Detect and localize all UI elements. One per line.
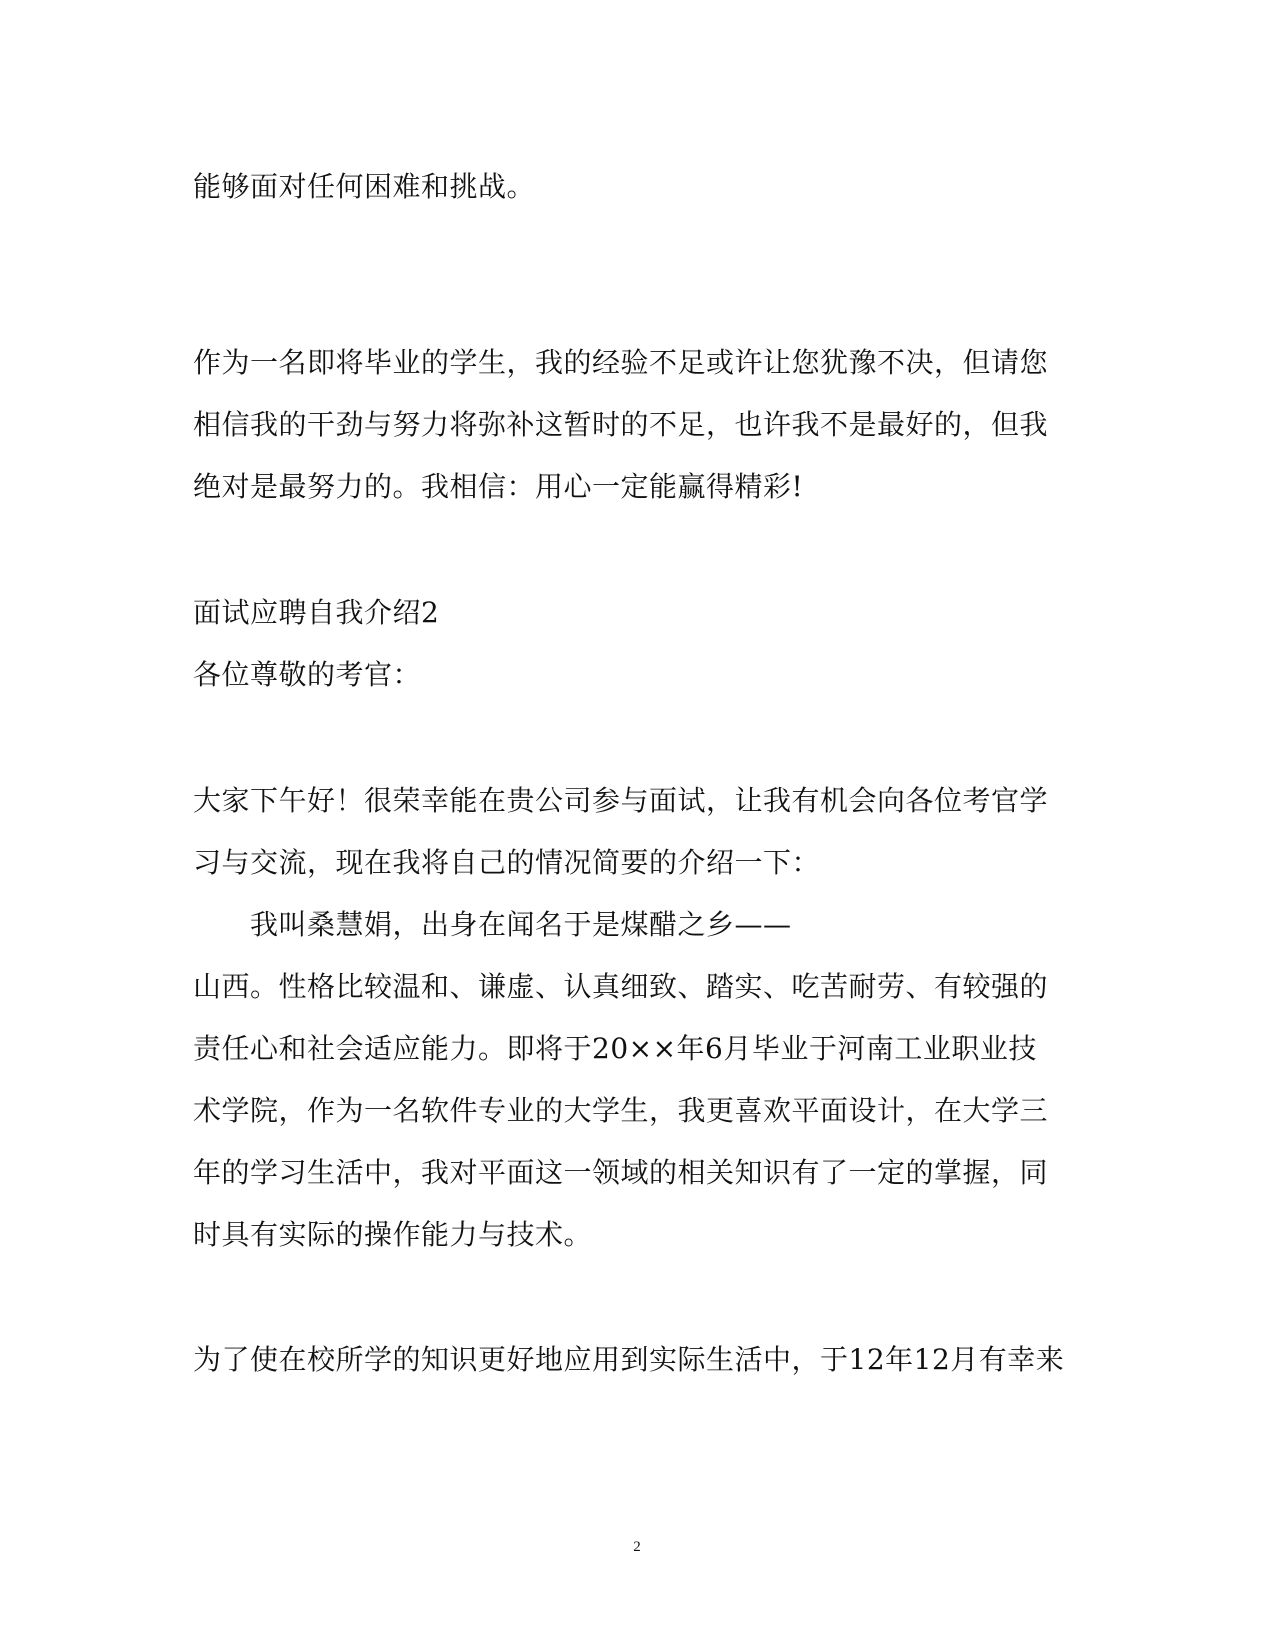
text-line: 能够面对任何困难和挑战。 xyxy=(193,170,536,203)
text-line: 我叫桑慧娟，出身在闻名于是煤醋之乡—— xyxy=(250,908,792,941)
text-line: 习与交流，现在我将自己的情况简要的介绍一下： xyxy=(193,846,821,879)
text-line: 绝对是最努力的。我相信：用心一定能赢得精彩! xyxy=(193,470,804,503)
text-line: 年的学习生活中，我对平面这一领域的相关知识有了一定的掌握，同 xyxy=(193,1156,1049,1189)
text-line: 山西。性格比较温和、谦虚、认真细致、踏实、吃苦耐劳、有较强的 xyxy=(193,970,1049,1003)
page-number: 2 xyxy=(633,1539,641,1555)
text-line: 时具有实际的操作能力与技术。 xyxy=(193,1218,593,1251)
section-heading: 面试应聘自我介绍2 xyxy=(193,596,440,629)
text-line: 作为一名即将毕业的学生，我的经验不足或许让您犹豫不决，但请您 xyxy=(193,346,1049,379)
text-line: 责任心和社会适应能力。即将于20××年6月毕业于河南工业职业技 xyxy=(193,1032,1037,1065)
text-line: 相信我的干劲与努力将弥补这暂时的不足，也许我不是最好的，但我 xyxy=(193,408,1049,441)
text-line: 大家下午好！很荣幸能在贵公司参与面试，让我有机会向各位考官学 xyxy=(193,784,1049,817)
text-line: 为了使在校所学的知识更好地应用到实际生活中，于12年12月有幸来 xyxy=(193,1343,1065,1376)
salutation: 各位尊敬的考官： xyxy=(193,658,422,691)
text-line: 术学院，作为一名软件专业的大学生，我更喜欢平面设计，在大学三 xyxy=(193,1094,1049,1127)
